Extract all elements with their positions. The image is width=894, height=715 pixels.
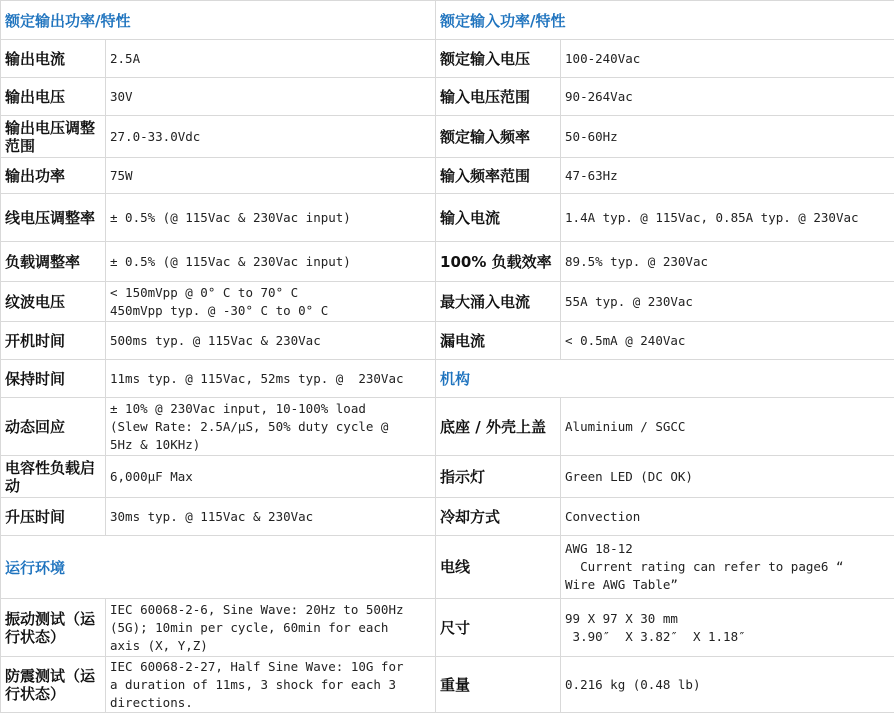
table-row — [1, 1, 894, 40]
spec-value: Convection — [561, 498, 894, 536]
table-row — [1, 536, 894, 599]
spec-label: 电线 — [436, 536, 561, 599]
spec-value: 90-264Vac — [561, 78, 894, 116]
spec-value: 55A typ. @ 230Vac — [561, 282, 894, 322]
spec-value: ± 0.5% (@ 115Vac & 230Vac input) — [106, 194, 436, 242]
table-row — [1, 657, 894, 713]
spec-label: 重量 — [436, 657, 561, 713]
table-row — [1, 322, 894, 360]
table-row — [1, 398, 894, 456]
spec-value: 1.4A typ. @ 115Vac, 0.85A typ. @ 230Vac — [561, 194, 894, 242]
spec-value: < 150mVpp @ 0° C to 70° C 450mVpp typ. @ -30° C to 0° C — [106, 282, 436, 322]
spec-value: 75W — [106, 158, 436, 194]
table-row — [1, 116, 894, 158]
spec-label: 漏电流 — [436, 322, 561, 360]
spec-label: 动态回应 — [1, 398, 106, 456]
spec-value: 47-63Hz — [561, 158, 894, 194]
table-row — [1, 40, 894, 78]
spec-label: 输出功率 — [1, 158, 106, 194]
spec-label: 100% 负载效率 — [436, 242, 561, 282]
spec-value: 89.5% typ. @ 230Vac — [561, 242, 894, 282]
spec-label: 额定输入频率 — [436, 116, 561, 158]
table-row — [1, 456, 894, 498]
spec-value: 27.0-33.0Vdc — [106, 116, 436, 158]
spec-value: < 0.5mA @ 240Vac — [561, 322, 894, 360]
spec-label: 输入频率范围 — [436, 158, 561, 194]
spec-value: ± 10% @ 230Vac input, 10-100% load (Slew Rate: 2.5A/μS, 50% duty cycle @ 5Hz & 10KHz) — [106, 398, 436, 456]
spec-value: 11ms typ. @ 115Vac, 52ms typ. @ 230Vac — [106, 360, 436, 398]
spec-value: 99 X 97 X 30 mm 3.90″ X 3.82″ X 1.18″ — [561, 599, 894, 657]
spec-label: 纹波电压 — [1, 282, 106, 322]
spec-value: 100-240Vac — [561, 40, 894, 78]
spec-label: 底座 / 外壳上盖 — [436, 398, 561, 456]
spec-value: IEC 60068-2-27, Half Sine Wave: 10G for a duration of 11ms, 3 shock for each 3 directions. — [106, 657, 436, 713]
output-section-title: 额定输出功率/特性 — [1, 1, 436, 40]
spec-label: 输出电流 — [1, 40, 106, 78]
spec-label: 防震测试（运行状态） — [1, 657, 106, 713]
spec-value: 0.216 kg (0.48 lb) — [561, 657, 894, 713]
environment-section-title: 运行环境 — [1, 536, 436, 599]
spec-label: 尺寸 — [436, 599, 561, 657]
spec-label: 输出电压 — [1, 78, 106, 116]
spec-label: 指示灯 — [436, 456, 561, 498]
spec-label: 负载调整率 — [1, 242, 106, 282]
spec-label: 输入电压范围 — [436, 78, 561, 116]
input-section-title: 额定输入功率/特性 — [436, 1, 894, 40]
spec-label: 输入电流 — [436, 194, 561, 242]
spec-label: 线电压调整率 — [1, 194, 106, 242]
mechanism-section-title: 机构 — [436, 360, 894, 398]
table-row — [1, 282, 894, 322]
spec-label: 输出电压调整范围 — [1, 116, 106, 158]
spec-value: 30V — [106, 78, 436, 116]
spec-label: 开机时间 — [1, 322, 106, 360]
spec-value: 500ms typ. @ 115Vac & 230Vac — [106, 322, 436, 360]
table-row — [1, 360, 894, 398]
spec-label: 额定输入电压 — [436, 40, 561, 78]
spec-label: 电容性负载启动 — [1, 456, 106, 498]
table-row — [1, 498, 894, 536]
spec-label: 最大涌入电流 — [436, 282, 561, 322]
spec-label: 振动测试（运行状态） — [1, 599, 106, 657]
spec-value: ± 0.5% (@ 115Vac & 230Vac input) — [106, 242, 436, 282]
table-row — [1, 599, 894, 657]
table-row — [1, 78, 894, 116]
table-row — [1, 158, 894, 194]
spec-value: 50-60Hz — [561, 116, 894, 158]
spec-value: 6,000μF Max — [106, 456, 436, 498]
table-row — [1, 242, 894, 282]
spec-value: 2.5A — [106, 40, 436, 78]
spec-label: 升压时间 — [1, 498, 106, 536]
spec-value: AWG 18-12 Current rating can refer to page6 “ Wire AWG Table” — [561, 536, 894, 599]
spec-label: 保持时间 — [1, 360, 106, 398]
spec-value: Green LED (DC OK) — [561, 456, 894, 498]
spec-label: 冷却方式 — [436, 498, 561, 536]
spec-value: 30ms typ. @ 115Vac & 230Vac — [106, 498, 436, 536]
spec-value: Aluminium / SGCC — [561, 398, 894, 456]
table-row — [1, 194, 894, 242]
spec-value: IEC 60068-2-6, Sine Wave: 20Hz to 500Hz (5G); 10min per cycle, 60min for each axis (X, Y,Z) — [106, 599, 436, 657]
